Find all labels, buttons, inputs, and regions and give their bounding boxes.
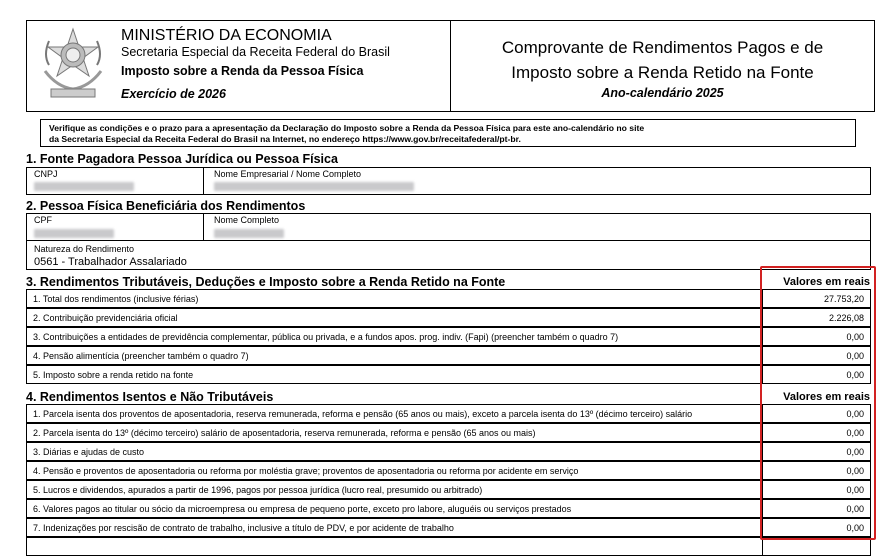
document-title-line1: Comprovante de Rendimentos Pagos e de — [501, 38, 824, 57]
coat-of-arms-icon — [37, 25, 109, 103]
table-row — [26, 499, 871, 518]
row-label: 4. Pensão e proventos de aposentadoria ou reforma por moléstia grave; proventos de aposentadoria ou reforma por acidente em serviço — [33, 466, 579, 476]
table-row — [26, 423, 871, 442]
row-label: 6. Valores pagos ao titular ou sócio da microempresa ou empresa de pequeno porte, exceto pro labore, aluguéis ou serviços prestados — [33, 504, 572, 514]
row-value: 0,00 — [846, 351, 864, 361]
row-label: 7. Indenizações por rescisão de contrato de trabalho, inclusive a título de PDV, e por acidente de trabalho — [33, 523, 454, 533]
row-label: 2. Parcela isenta do 13º (décimo terceiro) salário de aposentadoria, reserva remunerada, reforma e pensão (65 anos ou mais) — [33, 428, 536, 438]
row-value: 0,00 — [846, 370, 864, 380]
notice-line1: Verifique as condições e o prazo para a apresentação da Declaração do Imposto sobre a Renda da Pessoa Física para este ano-calendário no site — [49, 123, 645, 133]
divider — [203, 214, 204, 240]
company-name-redacted — [214, 182, 414, 191]
notice-box — [40, 119, 856, 147]
divider — [203, 168, 204, 194]
notice-line2: da Secretaria Especial da Receita Federal do Brasil na Internet, no endereço https://www.gov.br/receitafederal/pt-br. — [49, 134, 521, 144]
tax-name: Imposto sobre a Renda da Pessoa Física — [121, 64, 364, 78]
section3-title: 3. Rendimentos Tributáveis, Deduções e Imposto sobre a Renda Retido na Fonte — [26, 275, 506, 289]
section1-box — [26, 167, 871, 195]
row-label: 5. Lucros e dividendos, apurados a partir de 1996, pagos por pessoa jurídica (lucro real, presumido ou arbitrado) — [33, 485, 483, 495]
table-row — [26, 365, 871, 384]
row-label: 3. Contribuições a entidades de previdência complementar, pública ou privada, e a fundos apos. prog. indiv. (Fapi) (preencher também o quadro 7) — [33, 332, 619, 342]
row-label: 2. Contribuição previdenciária oficial — [33, 313, 178, 323]
row-value: 2.226,08 — [828, 313, 864, 323]
calendar-year: Ano-calendário 2025 — [601, 86, 724, 100]
beneficiary-name-redacted — [214, 229, 284, 238]
row-value: 0,00 — [846, 409, 864, 419]
section3-values-header: Valores em reais — [783, 276, 870, 288]
row-value: 27.753,20 — [823, 294, 864, 304]
table-row — [26, 461, 871, 480]
header-left-panel — [26, 20, 451, 112]
table-row — [26, 404, 871, 423]
income-nature-box — [26, 240, 871, 270]
table-row — [26, 346, 871, 365]
row-value: 0,00 — [846, 447, 864, 457]
cpf-label: CPF — [34, 215, 52, 225]
table-row — [26, 308, 871, 327]
row-value: 0,00 — [846, 504, 864, 514]
header-right-panel — [450, 20, 875, 112]
cnpj-label: CNPJ — [34, 169, 58, 179]
income-nature-label: Natureza do Rendimento — [34, 244, 135, 254]
table-row — [26, 442, 871, 461]
table-row — [26, 518, 871, 537]
values-highlight-box — [760, 266, 876, 540]
beneficiary-name-label: Nome Completo — [214, 215, 280, 225]
row-label: 4. Pensão alimentícia (preencher também o quadro 7) — [33, 351, 249, 361]
income-nature-value: 0561 - Trabalhador Assalariado — [34, 256, 187, 268]
document-title-line2: Imposto sobre a Renda Retido na Fonte — [511, 63, 814, 82]
row-value: 0,00 — [846, 466, 864, 476]
row-value: 0,00 — [846, 523, 864, 533]
table-row — [26, 480, 871, 499]
section4-title: 4. Rendimentos Isentos e Não Tributáveis — [26, 390, 274, 404]
row-value: 0,00 — [846, 332, 864, 342]
secretariat-name: Secretaria Especial da Receita Federal do Brasil — [121, 45, 390, 59]
table-row-cutoff — [26, 537, 871, 556]
row-value: 0,00 — [846, 428, 864, 438]
row-label: 3. Diárias e ajudas de custo — [33, 447, 145, 457]
row-value: 0,00 — [846, 485, 864, 495]
company-name-label: Nome Empresarial / Nome Completo — [214, 169, 362, 179]
document-title — [451, 35, 874, 85]
section2-title: 2. Pessoa Física Beneficiária dos Rendimentos — [26, 199, 306, 213]
ministry-name: MINISTÉRIO DA ECONOMIA — [121, 27, 332, 44]
table-row — [26, 289, 871, 308]
cnpj-value-redacted — [34, 182, 134, 191]
row-label: 1. Total dos rendimentos (inclusive férias) — [33, 294, 199, 304]
section4-values-header: Valores em reais — [783, 391, 870, 403]
table-row — [26, 327, 871, 346]
cpf-value-redacted — [34, 229, 114, 238]
exercise-year: Exercício de 2026 — [121, 87, 226, 101]
section2-box — [26, 213, 871, 241]
row-label: 5. Imposto sobre a renda retido na fonte — [33, 370, 194, 380]
row-label: 1. Parcela isenta dos proventos de aposentadoria, reserva remunerada, reforma e pensão (65 anos ou mais), exceto a parcela isenta do 13º (décimo terceiro) salário — [33, 409, 693, 419]
section1-title: 1. Fonte Pagadora Pessoa Jurídica ou Pessoa Física — [26, 152, 338, 166]
